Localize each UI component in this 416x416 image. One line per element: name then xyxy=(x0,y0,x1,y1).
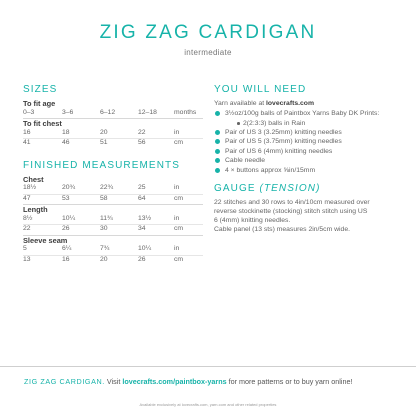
measure-cell: 58 xyxy=(100,194,108,202)
footer-divider xyxy=(0,366,416,367)
measure-cell: 25 xyxy=(138,184,146,191)
list-item xyxy=(214,128,404,138)
measure-cell: 20 xyxy=(100,255,108,263)
bullet-icon xyxy=(237,122,240,125)
sub-list-item-label: 2(2:3:3) balls in Rain xyxy=(243,119,306,127)
measure-cell: 10¼ xyxy=(138,245,152,252)
measure-cell: 53 xyxy=(62,194,70,202)
length-label: Length xyxy=(23,205,48,214)
measure-cell: 22 xyxy=(23,225,31,232)
chest-cm-row xyxy=(23,195,203,205)
bullet-icon xyxy=(215,139,220,144)
age-cell: 12–18 xyxy=(138,108,157,116)
chest-cell: 56 xyxy=(138,139,146,146)
measure-cell: 30 xyxy=(100,225,108,232)
age-cell: 3–6 xyxy=(62,108,74,116)
sleeve-label: Sleeve seam xyxy=(23,235,68,245)
list-item-label: Pair of US 6 (4mm) knitting needles xyxy=(225,147,333,155)
gauge-heading-italic: (TENSION) xyxy=(259,183,321,194)
measure-cell: 10¼ xyxy=(62,214,76,222)
pattern-title: ZIG ZAG CARDIGAN xyxy=(99,22,317,43)
sub-list-item xyxy=(225,119,404,128)
age-unit: months xyxy=(174,108,197,116)
list-item-label: Pair of US 5 (3.75mm) knitting needles xyxy=(225,138,342,145)
measure-unit: in xyxy=(174,245,180,252)
fit-chest-in-row xyxy=(23,129,203,139)
chest-cell: 20 xyxy=(100,128,108,136)
chest-cell: 41 xyxy=(23,139,31,146)
finished-heading: FINISHED MEASUREMENTS xyxy=(23,159,181,171)
measure-cell: 26 xyxy=(62,225,70,232)
footer-post: for more patterns or to buy yarn online! xyxy=(226,377,353,386)
chest-cell: 46 xyxy=(62,139,70,146)
sleeve-cm-row xyxy=(23,256,203,266)
measure-cell: 22¾ xyxy=(100,184,114,191)
measure-cell: 11¾ xyxy=(100,214,113,222)
measure-cell: 13 xyxy=(23,255,31,263)
bullet-icon xyxy=(215,111,220,116)
bullet-icon xyxy=(215,168,220,173)
list-item xyxy=(214,166,404,176)
gauge-line: reverse stockinette (stocking) stitch stitch using US xyxy=(214,208,368,215)
list-item-label: 3½oz/100g balls of Paintbox Yarns Baby DK Prints: xyxy=(225,110,380,117)
footer-title: ZIG ZAG CARDIGAN. xyxy=(24,377,105,386)
skill-level: intermediate xyxy=(184,48,232,57)
measure-unit: cm xyxy=(174,255,184,263)
fine-print: Available exclusively at lovecrafts.com, yarn.com and other related properties xyxy=(139,402,277,407)
age-cell: 6–12 xyxy=(100,108,116,116)
bullet-icon xyxy=(215,130,220,135)
lovecrafts-link[interactable]: lovecrafts.com xyxy=(266,100,314,107)
yarn-intro: Yarn available at xyxy=(214,100,267,107)
list-item xyxy=(214,147,404,157)
list-item xyxy=(214,156,404,166)
age-row xyxy=(23,109,203,119)
list-item-label: Cable needle xyxy=(225,157,266,164)
chest-cell: 18 xyxy=(62,128,70,136)
measure-cell: 8½ xyxy=(23,214,33,222)
measure-cell: 18½ xyxy=(23,184,37,191)
list-item-label: Pair of US 3 (3.25mm) knitting needles xyxy=(225,128,342,136)
sizes-heading: SIZES xyxy=(23,84,58,95)
measure-unit: in xyxy=(174,214,180,222)
measure-unit: in xyxy=(174,184,180,191)
left-column xyxy=(23,84,203,265)
sub-list xyxy=(225,119,404,128)
length-in-row xyxy=(23,215,203,225)
bullet-icon xyxy=(215,149,220,154)
measure-cell: 47 xyxy=(23,194,31,202)
yarn-availability xyxy=(214,99,404,108)
footer-pre: Visit xyxy=(104,377,123,386)
list-item xyxy=(214,109,404,128)
bullet-icon xyxy=(215,158,220,163)
chest-in-row xyxy=(23,184,203,194)
measure-cell: 34 xyxy=(138,225,146,232)
list-item xyxy=(214,137,404,147)
measure-unit: cm xyxy=(174,194,184,202)
gauge-line: 22 stitches and 30 rows to 4in/10cm measured over xyxy=(214,199,370,206)
measure-unit: cm xyxy=(174,225,184,232)
list-item-label: 4 × buttons approx ⅝in/15mm xyxy=(225,166,316,174)
gauge-heading xyxy=(214,183,404,195)
cable-panel-note: Cable panel (13 sts) measures 2in/5cm wide. xyxy=(214,226,351,233)
measure-cell: 5 xyxy=(23,245,27,252)
length-cm-row xyxy=(23,225,203,235)
gauge-line: 6 (4mm) knitting needles. xyxy=(214,217,291,224)
fit-chest-label: To fit chest xyxy=(23,119,62,128)
fit-chest-cm-row xyxy=(23,139,203,149)
footer xyxy=(24,377,404,386)
chest-unit: in xyxy=(174,128,180,136)
chest-unit: cm xyxy=(174,139,184,146)
measure-cell: 26 xyxy=(138,255,146,263)
measure-cell: 64 xyxy=(138,194,146,202)
chest-cell: 16 xyxy=(23,128,31,136)
measure-cell: 16 xyxy=(62,255,70,263)
gauge-heading-text: GAUGE xyxy=(214,183,256,194)
measure-cell: 20¾ xyxy=(62,184,76,191)
materials-list xyxy=(214,109,404,175)
sleeve-in-row xyxy=(23,245,203,255)
chest-cell: 51 xyxy=(100,139,108,146)
measure-cell: 6¼ xyxy=(62,245,72,252)
right-column xyxy=(214,84,404,234)
measure-cell: 13½ xyxy=(138,214,152,222)
fit-age-label: To fit age xyxy=(23,99,56,108)
paintbox-yarns-link[interactable]: lovecrafts.com/paintbox-yarns xyxy=(122,377,227,386)
chest-cell: 22 xyxy=(138,128,146,136)
age-cell: 0–3 xyxy=(23,108,35,116)
you-will-need-heading: YOU WILL NEED xyxy=(214,84,307,95)
chest-label: Chest xyxy=(23,174,44,184)
measure-cell: 7¾ xyxy=(100,245,110,252)
